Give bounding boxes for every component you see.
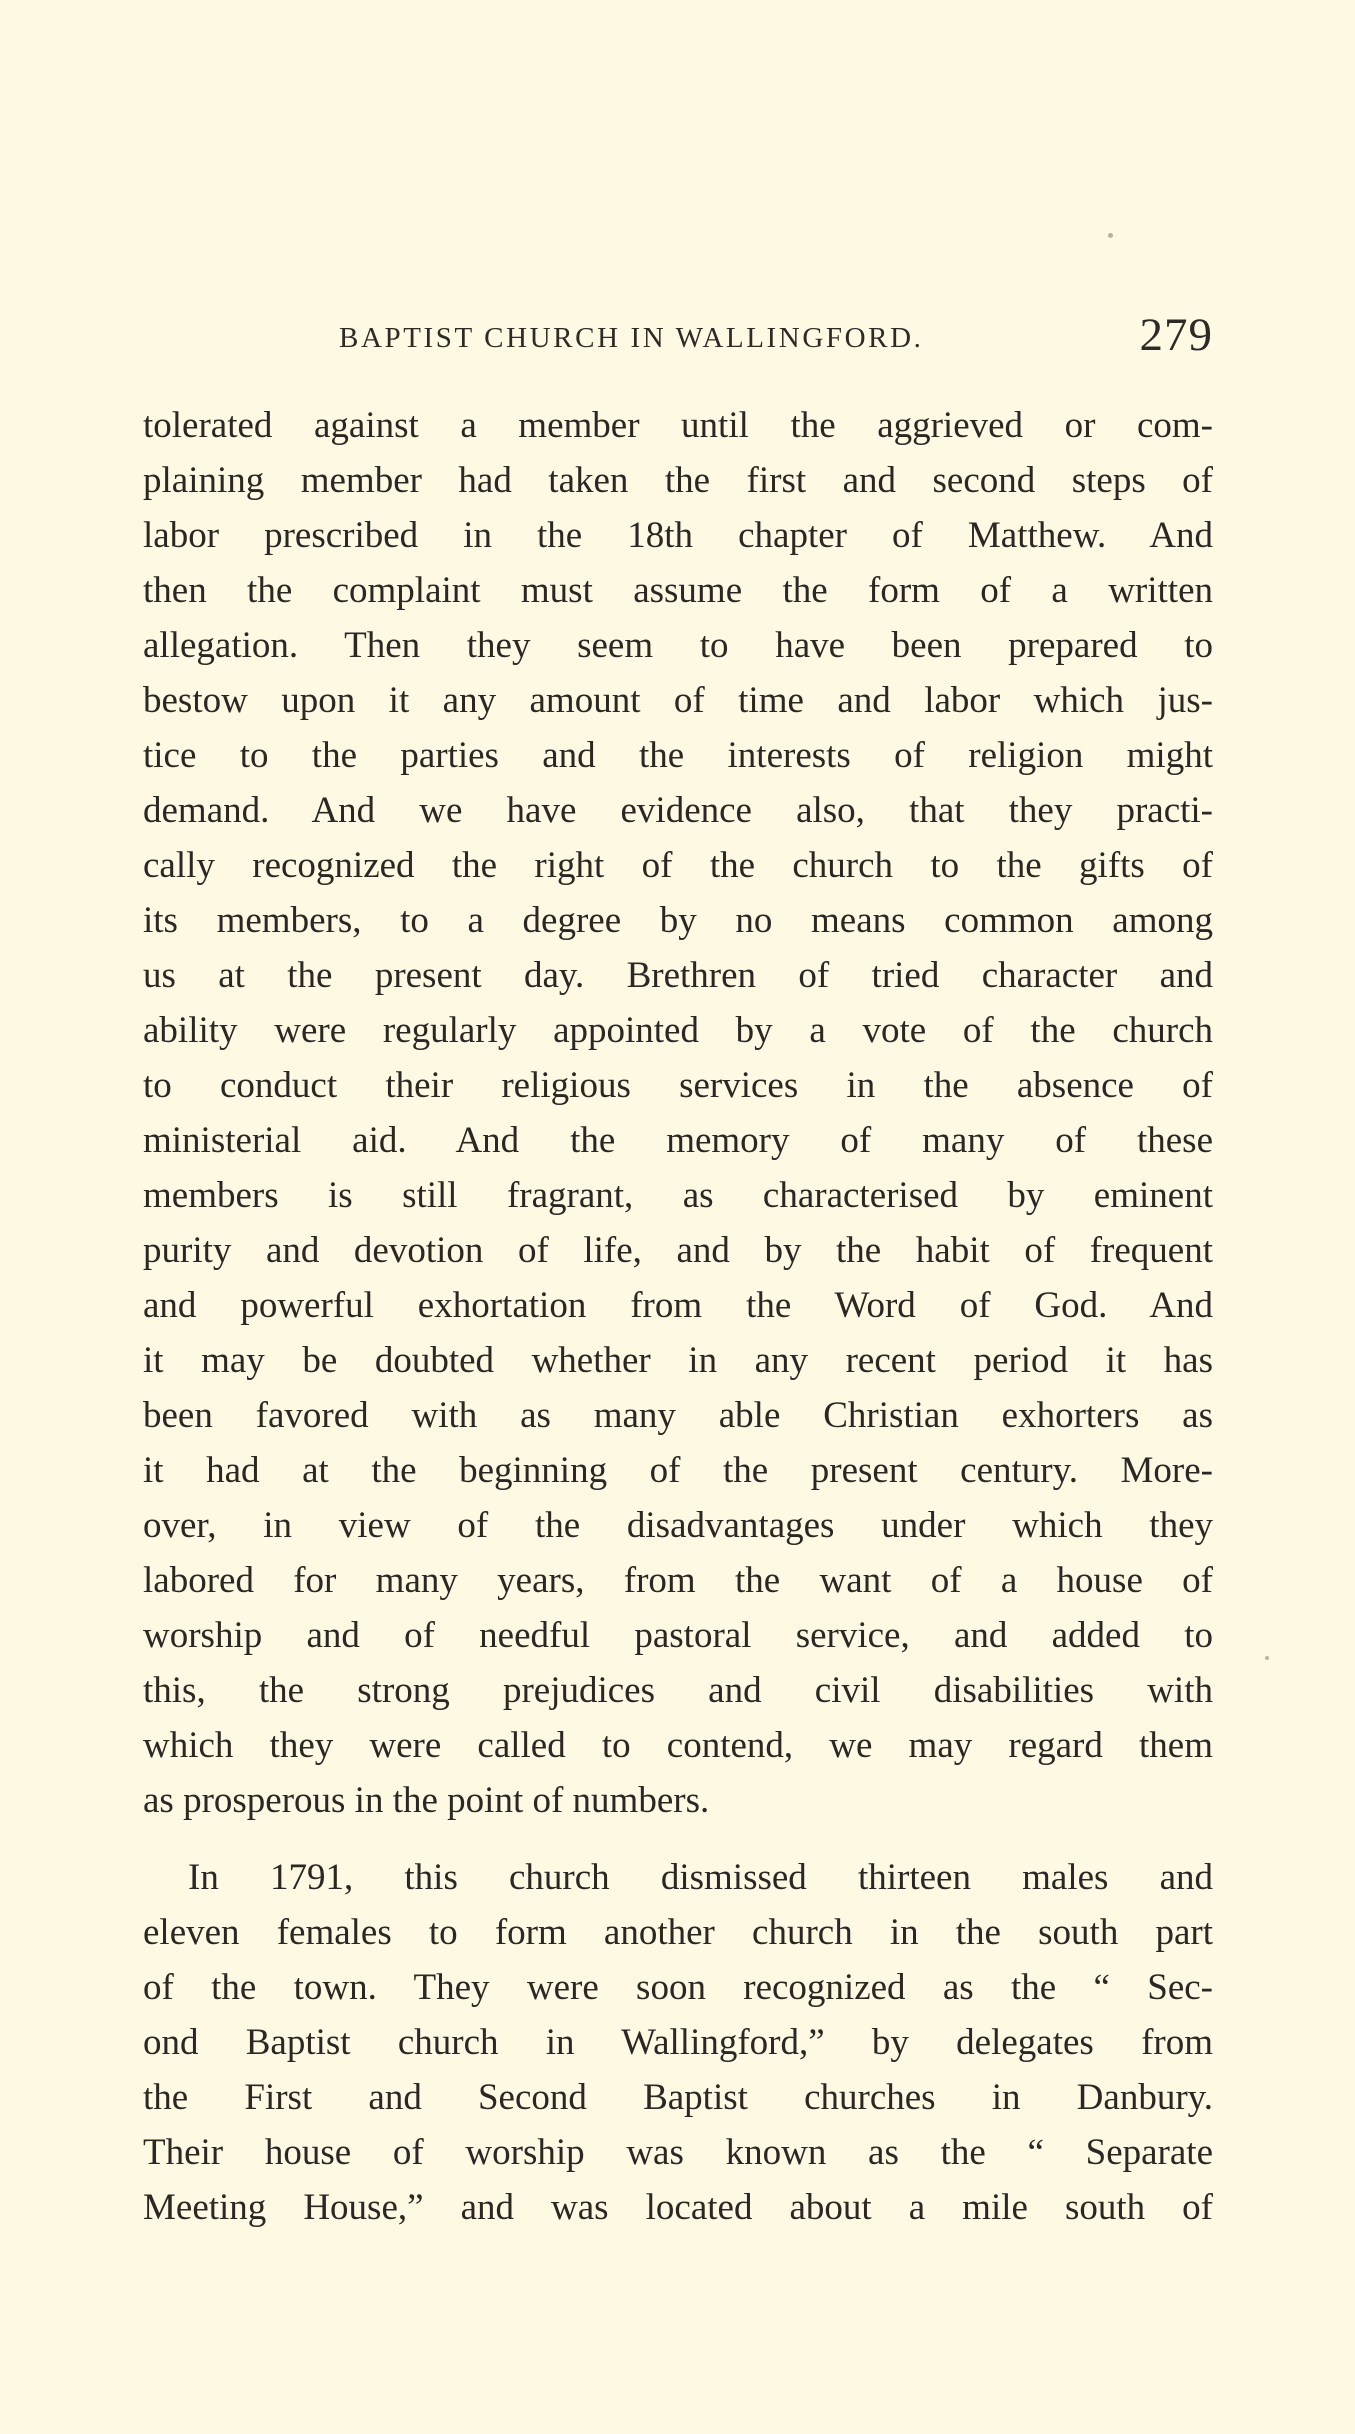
text-line: which they were called to contend, we may regard them (143, 1725, 1213, 1766)
text-line: of the town. They were soon recognized as the “ Sec- (143, 1967, 1213, 2008)
text-line: purity and devotion of life, and by the habit of frequent (143, 1230, 1213, 1271)
text-line: eleven females to form another church in the south part (143, 1912, 1213, 1953)
text-line: it had at the beginning of the present century. More- (143, 1450, 1213, 1491)
text-line: tolerated against a member until the aggrieved or com- (143, 405, 1213, 446)
page-number: 279 (1139, 309, 1213, 361)
text-line: labor prescribed in the 18th chapter of Matthew. And (143, 515, 1213, 556)
text-line: plaining member had taken the first and second steps of (143, 460, 1213, 501)
paper-speck (1108, 233, 1113, 238)
text-line: worship and of needful pastoral service, and added to (143, 1615, 1213, 1656)
text-line: it may be doubted whether in any recent period it has (143, 1340, 1213, 1381)
text-line: the First and Second Baptist churches in Danbury. (143, 2077, 1213, 2118)
text-line: In 1791, this church dismissed thirteen males and (188, 1857, 1213, 1898)
paper-speck (1265, 1656, 1269, 1660)
text-line: been favored with as many able Christian exhorters as (143, 1395, 1213, 1436)
text-line: allegation. Then they seem to have been prepared to (143, 625, 1213, 666)
text-line: its members, to a degree by no means common among (143, 900, 1213, 941)
running-header (143, 309, 1213, 378)
text-line: to conduct their religious services in the absence of (143, 1065, 1213, 1106)
text-line: labored for many years, from the want of a house of (143, 1560, 1213, 1601)
text-line: then the complaint must assume the form of a written (143, 570, 1213, 611)
text-line: cally recognized the right of the church to the gifts of (143, 845, 1213, 886)
text-line: members is still fragrant, as characterised by eminent (143, 1175, 1213, 1216)
text-line: ability were regularly appointed by a vote of the church (143, 1010, 1213, 1051)
text-line: Meeting House,” and was located about a mile south of (143, 2187, 1213, 2228)
text-line: bestow upon it any amount of time and labor which jus- (143, 680, 1213, 721)
text-line: tice to the parties and the interests of religion might (143, 735, 1213, 776)
text-line: us at the present day. Brethren of tried character and (143, 955, 1213, 996)
text-line: Their house of worship was known as the “ Separate (143, 2132, 1213, 2173)
text-line: as prosperous in the point of numbers. (143, 1780, 710, 1821)
text-line: and powerful exhortation from the Word of God. And (143, 1285, 1213, 1326)
running-title: BAPTIST CHURCH IN WALLINGFORD. (339, 322, 924, 354)
text-line: ond Baptist church in Wallingford,” by delegates from (143, 2022, 1213, 2063)
text-line: ministerial aid. And the memory of many of these (143, 1120, 1213, 1161)
text-line: over, in view of the disadvantages under which they (143, 1505, 1213, 1546)
text-line: this, the strong prejudices and civil disabilities with (143, 1670, 1213, 1711)
text-line: demand. And we have evidence also, that they practi- (143, 790, 1213, 831)
